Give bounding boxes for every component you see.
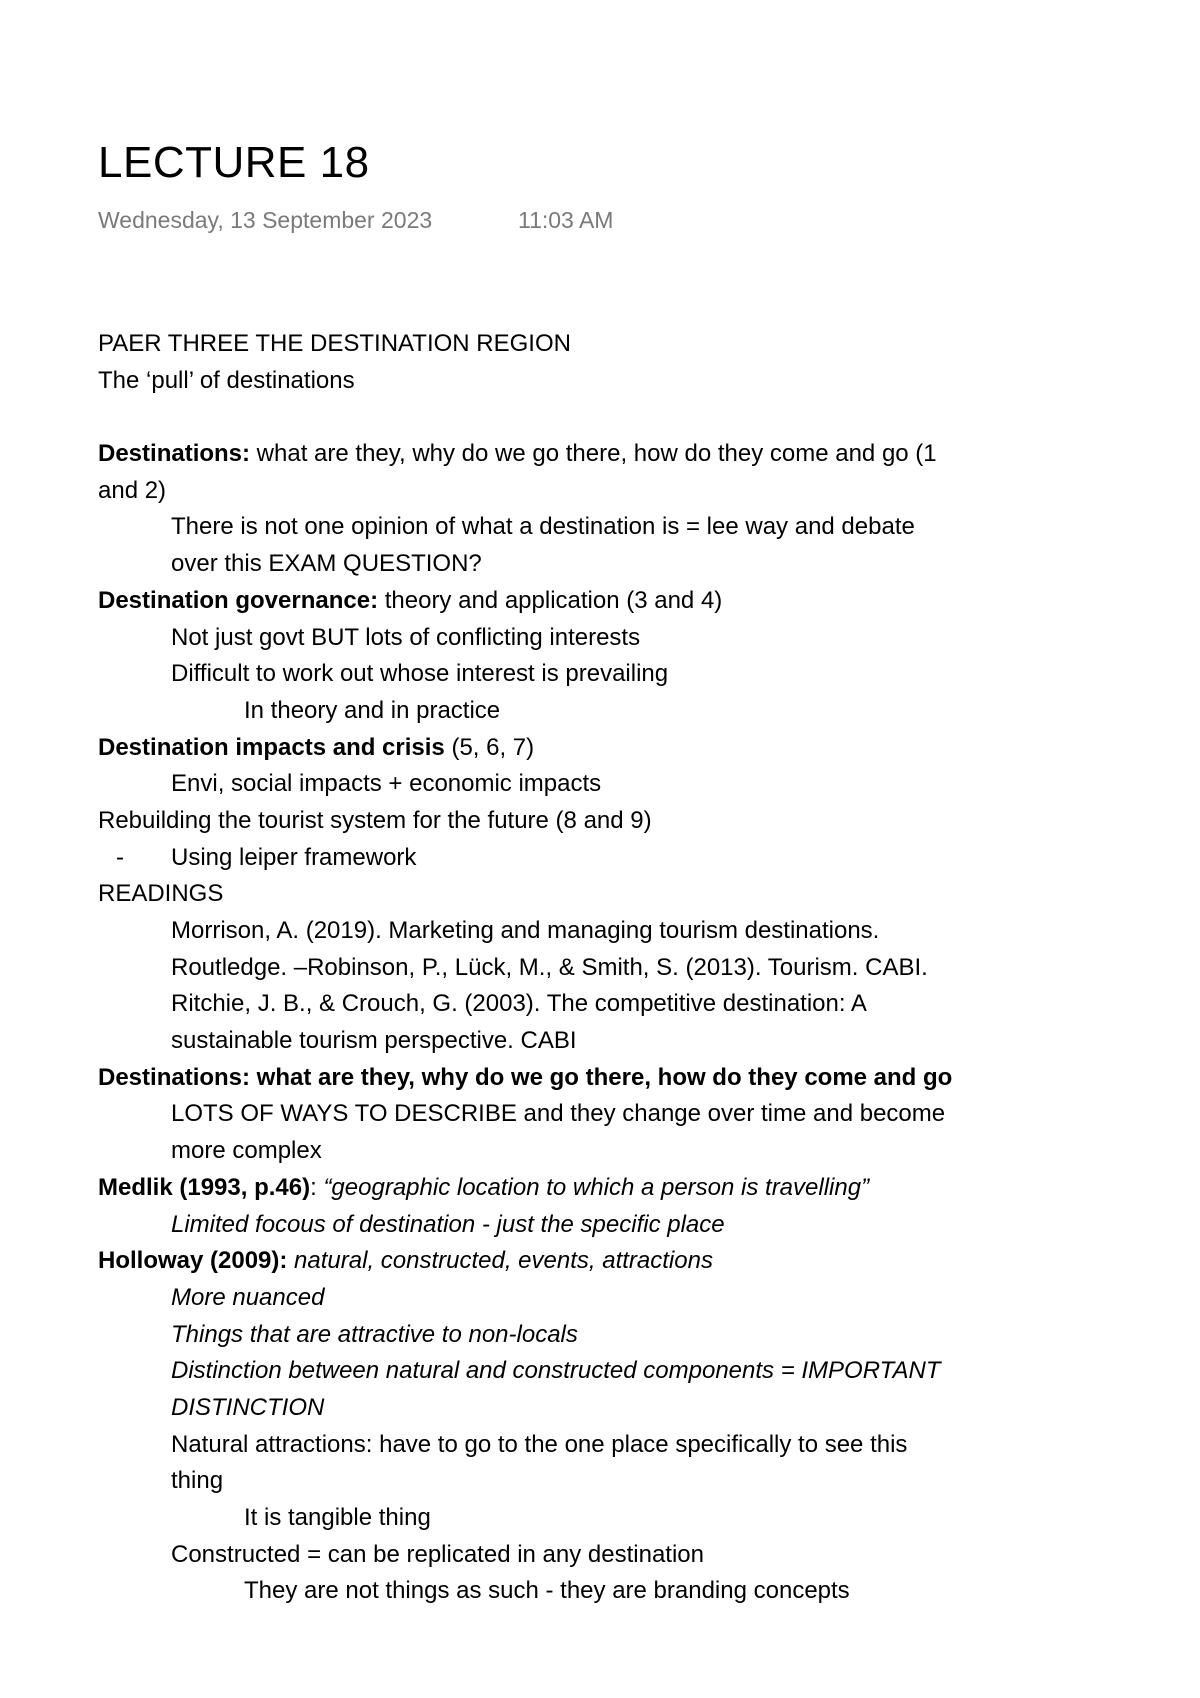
page-title: LECTURE 18 [98, 138, 370, 187]
bold-heading: Destination governance: [98, 586, 379, 614]
note-line: and 2) [98, 476, 167, 504]
note-line: over this EXAM QUESTION? [171, 550, 482, 578]
note-line: Things that are attractive to non-locals [171, 1320, 578, 1348]
reading-line: Routledge. –Robinson, P., Lück, M., & Smith, S. (2013). Tourism. CABI. [171, 953, 928, 981]
note-line: It is tangible thing [244, 1504, 431, 1531]
note-line: Natural attractions: have to go to the one place specifically to see this [171, 1430, 908, 1458]
italic-quote: “geographic location to which a person is travelling” [323, 1173, 870, 1201]
note-line: Difficult to work out whose interest is prevailing [171, 660, 669, 688]
note-line: There is not one opinion of what a destination is = lee way and debate [171, 513, 915, 541]
note-line [98, 1060, 1108, 1097]
note-line: The ‘pull’ of destinations [98, 366, 355, 394]
reading-line: Ritchie, J. B., & Crouch, G. (2003). The competitive destination: A [171, 990, 867, 1018]
blank-line [98, 399, 1108, 436]
note-line: Constructed = can be replicated in any destination [171, 1540, 705, 1568]
note-line [98, 1243, 1108, 1280]
note-line: More nuanced [171, 1283, 325, 1311]
bold-heading: Medlik (1993, p.46) [98, 1173, 311, 1201]
bold-heading: Destination impacts and crisis [98, 733, 445, 761]
note-line: DISTINCTION [171, 1393, 325, 1421]
note-line: Not just govt BUT lots of conflicting interests [171, 623, 641, 651]
note-line: READINGS [98, 880, 224, 908]
italic-text: natural, constructed, events, attractions [287, 1247, 713, 1275]
note-line: more complex [171, 1137, 322, 1165]
note-line: Envi, social impacts + economic impacts [171, 770, 602, 798]
note-line: In theory and in practice [244, 696, 501, 724]
dash-bullet: - [116, 843, 124, 871]
note-line: Limited focous of destination - just the specific place [171, 1210, 725, 1238]
note-line [98, 436, 1108, 473]
note-line: LOTS OF WAYS TO DESCRIBE and they change over time and become [171, 1100, 946, 1128]
bold-heading: Destinations: what are they, why do we go there, how do they come and go [98, 1063, 953, 1091]
line-text: (5, 6, 7) [444, 733, 535, 761]
line-text: what are they, why do we go there, how do they come and go (1 [250, 440, 937, 468]
note-line [98, 730, 1108, 767]
note-date: Wednesday, 13 September 2023 [98, 207, 433, 233]
bold-heading: Holloway (2009): [98, 1247, 288, 1275]
bullet-line [98, 840, 1108, 877]
note-line: They are not things as such - they are branding concepts [244, 1577, 850, 1605]
line-text: : [310, 1173, 324, 1201]
note-line: thing [171, 1467, 224, 1495]
line-text: Using leiper framework [171, 843, 417, 871]
note-line: Distinction between natural and constructed components = IMPORTANT [171, 1357, 941, 1385]
note-time: 11:03 AM [518, 207, 614, 233]
note-line [98, 1170, 1108, 1207]
reading-line: sustainable tourism perspective. CABI [171, 1027, 577, 1055]
note-line [98, 583, 1108, 620]
line-text: theory and application (3 and 4) [378, 586, 723, 614]
bold-heading: Destinations: [98, 440, 251, 468]
note-line: PAER THREE THE DESTINATION REGION [98, 330, 571, 357]
note-body [98, 326, 1108, 1610]
note-line: Rebuilding the tourist system for the future (8 and 9) [98, 806, 652, 834]
reading-line: Morrison, A. (2019). Marketing and managing tourism destinations. [171, 917, 880, 944]
